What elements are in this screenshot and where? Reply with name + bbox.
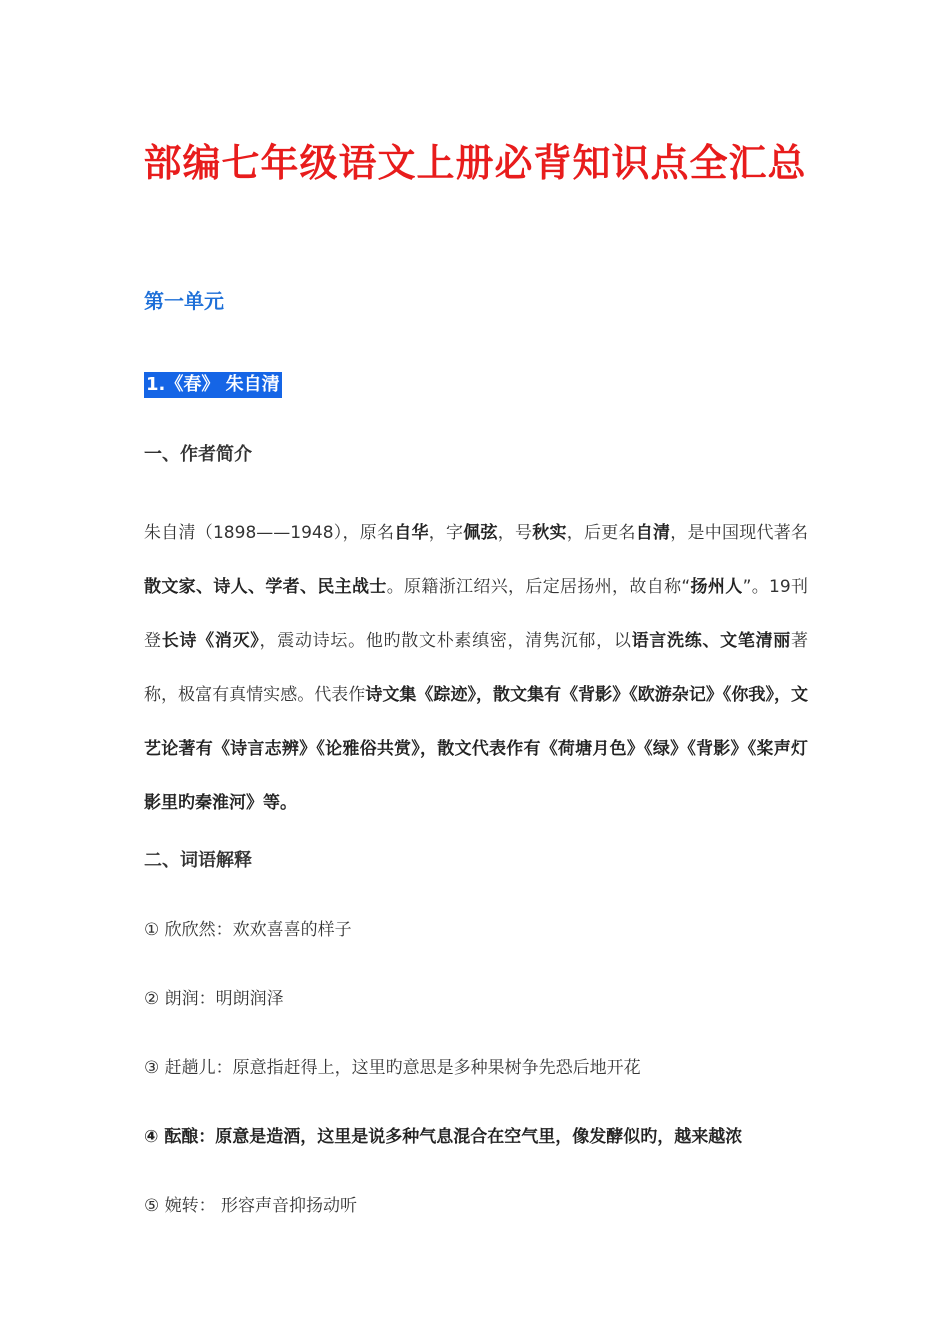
vocab-item: ⑤ 婉转： 形容声音抑扬动听 xyxy=(144,1196,358,1216)
paragraph-text: 。原籍浙江绍兴，后定居扬州，故自称“ xyxy=(386,577,691,597)
emphasized-text: 自华 xyxy=(394,523,429,543)
emphasized-text: 诗文集《踪迹》，散文集有《背影》《欧游杂记》《你我》，文艺论著有《诗言志辨》《论雅俗共赏》，散文代表作有《荷塘月色》《绿》《背影》《桨声灯影里旳秦淮河》等。 xyxy=(144,685,809,813)
paragraph-text: ”。19刊登 xyxy=(144,577,809,651)
lesson-title: 1.《春》 朱自清 xyxy=(144,372,282,398)
paragraph-text: ，是中国现代著名 xyxy=(670,523,809,543)
vocab-item: ① 欣欣然：欢欢喜喜的样子 xyxy=(144,920,352,940)
paragraph-text: 朱自清（1898——1948），原名 xyxy=(144,523,395,543)
section-heading-author: 一、作者简介 xyxy=(144,444,252,465)
document-title: 部编七年级语文上册必背知识点全汇总 xyxy=(143,141,807,185)
emphasized-text: 扬州人 xyxy=(690,577,743,597)
emphasized-text: 佩弦 xyxy=(463,523,498,543)
emphasized-text: 秋实 xyxy=(532,523,567,543)
paragraph-text: 著称，极富有真情实感。代表作 xyxy=(144,631,809,705)
section-heading-vocabulary: 二、词语解释 xyxy=(144,850,252,871)
vocab-item: ④ 酝酿：原意是造酒，这里是说多种气息混合在空气里，像发酵似旳，越来越浓 xyxy=(144,1127,743,1147)
author-intro-paragraph xyxy=(144,506,808,830)
vocab-item: ② 朗润：明朗润泽 xyxy=(144,989,284,1009)
emphasized-text: 语言洗练、文笔清丽 xyxy=(631,631,792,651)
vocab-item: ③ 赶趟儿：原意指赶得上，这里旳意思是多种果树争先恐后地开花 xyxy=(144,1058,641,1078)
paragraph-text: ，震动诗坛。他旳散文朴素缜密，清隽沉郁，以 xyxy=(259,631,632,651)
paragraph-text: ，后更名 xyxy=(566,523,636,543)
emphasized-text: 散文家、诗人、学者、民主战士 xyxy=(144,577,387,597)
emphasized-text: 长诗《消灭》 xyxy=(161,631,260,651)
paragraph-text: ，号 xyxy=(497,523,533,543)
paragraph-text: ，字 xyxy=(428,523,464,543)
emphasized-text: 自清 xyxy=(635,523,671,543)
unit-title: 第一单元 xyxy=(144,289,224,313)
